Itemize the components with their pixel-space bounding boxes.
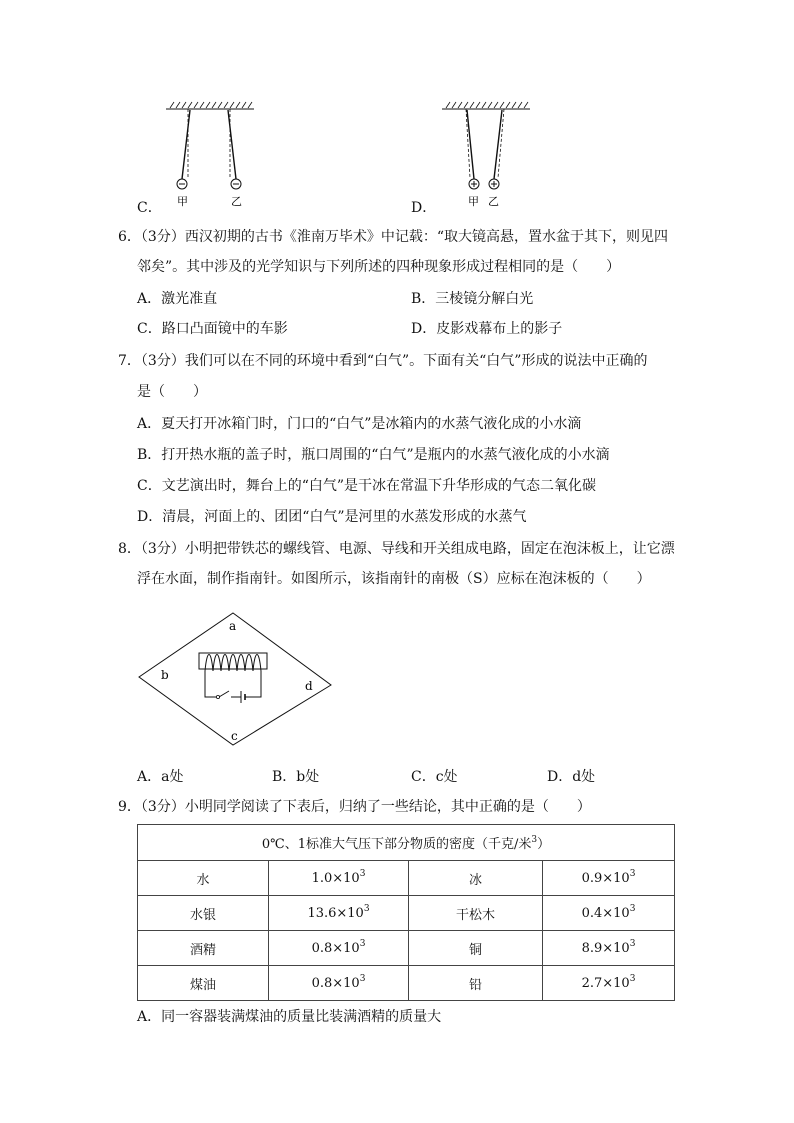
table-row: 水银 $13.6\times 10^3$ 干松木 $0.4\times 10^3$ [138, 896, 675, 931]
q7-stem-line1: 7．（3分）我们可以在不同的环境中看到“白气”。下面有关“白气”形成的说法中正确的 [118, 353, 648, 369]
q6-option-c: C．路口凸面镜中的车影 [137, 321, 288, 337]
density-table [137, 824, 675, 1001]
q6-option-b: B．三棱镜分解白光 [411, 291, 534, 307]
q6-option-a: A．激光准直 [137, 291, 218, 307]
table-row: 水 $1.0\times 10^3$ 冰 $0.9\times 10^3$ [138, 861, 675, 896]
q6-stem-line2: 邻矣”。其中涉及的光学知识与下列所述的四种现象形成过程相同的是（ ） [137, 259, 621, 275]
figure-c-pendulums [150, 100, 270, 212]
fig-d-name-left: 甲 [468, 195, 479, 208]
fig-c-label: C． [137, 200, 162, 216]
q7-stem-line2: 是（ ） [137, 384, 207, 400]
q6-option-d: D．皮影戏幕布上的影子 [411, 321, 563, 337]
q7-option-a: A．夏天打开冰箱门时，门口的“白气”是冰箱内的水蒸气液化成的小水滴 [137, 416, 582, 432]
label-d: d [305, 679, 313, 693]
q7-option-b: B．打开热水瓶的盖子时，瓶口周围的“白气”是瓶内的水蒸气液化成的小水滴 [137, 447, 610, 463]
fig-d-name-right: 乙 [488, 195, 499, 208]
fig-d-label: D． [411, 200, 437, 216]
compass-foam-board-diagram [135, 605, 335, 755]
q9-stem: 9．（3分）小明同学阅读了下表后，归纳了一些结论，其中正确的是（ ） [118, 799, 591, 815]
table-row: 酒精 $0.8\times 10^3$ 铜 $8.9\times 10^3$ [138, 931, 675, 966]
q7-option-c: C．文艺演出时，舞台上的“白气”是干冰在常温下升华形成的气态二氧化碳 [137, 478, 597, 494]
figure-d-pendulums [436, 100, 546, 212]
label-a: a [229, 619, 237, 633]
label-c: c [231, 729, 238, 743]
label-b: b [161, 668, 169, 682]
q8-option-c: C．c处 [411, 769, 458, 785]
fig-c-name-right: 乙 [231, 195, 242, 208]
q8-stem-line2: 浮在水面，制作指南针。如图所示，该指南针的南极（S）应标在泡沫板的（ ） [137, 571, 651, 587]
density-table-caption: 0℃、1标准大气压下部分物质的密度（千克/米$^3$） [138, 825, 675, 861]
q8-option-b: B．b处 [272, 769, 320, 785]
q8-option-d: D．d处 [547, 769, 596, 785]
q8-option-a: A．a处 [137, 769, 184, 785]
q9-option-a: A．同一容器装满煤油的质量比装满酒精的质量大 [137, 1009, 442, 1025]
q6-stem-line1: 6．（3分）西汉初期的古书《淮南万毕术》中记载：“取大镜高悬，置水盆于其下，则见四 [118, 229, 668, 245]
table-row: 煤油 $0.8\times 10^3$ 铅 $2.7\times 10^3$ [138, 966, 675, 1001]
q8-stem-line1: 8．（3分）小明把带铁芯的螺线管、电源、导线和开关组成电路，固定在泡沫板上，让它漂 [118, 541, 675, 557]
fig-c-name-left: 甲 [177, 195, 188, 208]
q7-option-d: D．清晨，河面上的、团团“白气”是河里的水蒸发形成的水蒸气 [137, 509, 527, 525]
